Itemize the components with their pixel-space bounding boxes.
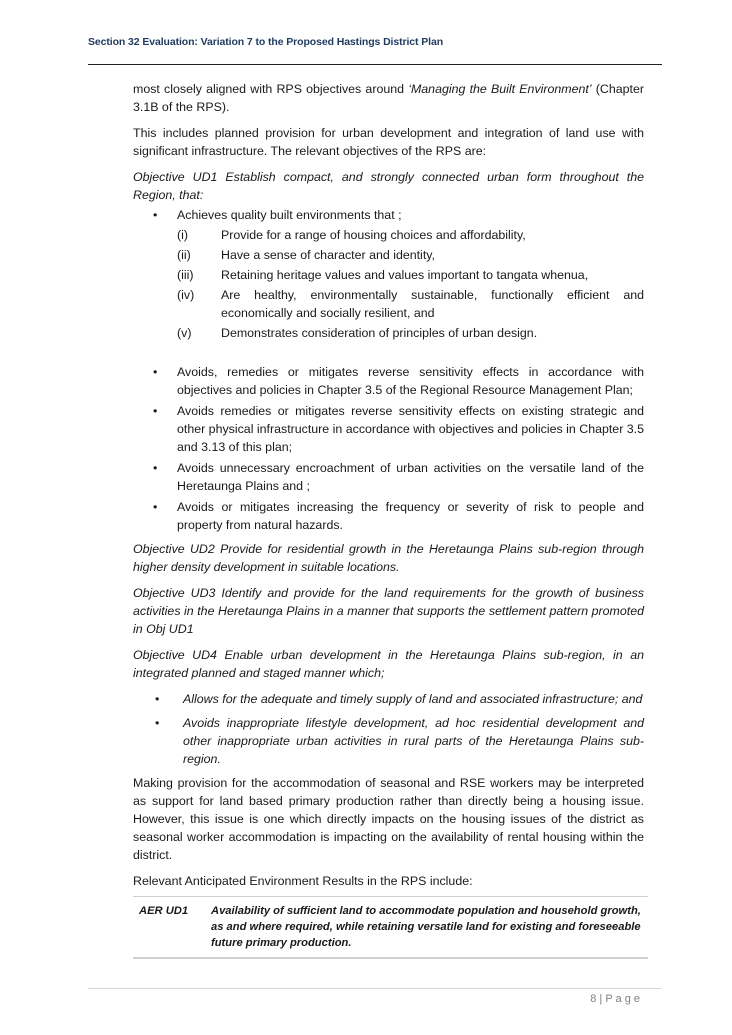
sub-item-text: Have a sense of character and identity,	[221, 248, 435, 262]
aer-code: AER UD1	[139, 905, 189, 917]
bullet-icon: •	[155, 716, 160, 730]
objective-ud3: Objective UD3 Identify and provide for the land requirements for the growth of business activities in the Heretaunga Plains in a manner that supports the settlement pattern promoted in Obj UD1	[133, 586, 644, 636]
sub-list-item	[177, 286, 644, 322]
sub-item-number: (iii)	[177, 268, 194, 282]
list-item	[133, 714, 644, 768]
bullet-icon: •	[155, 692, 160, 706]
sub-item-number: (i)	[177, 228, 189, 242]
page-label: | P a g e	[596, 993, 640, 1005]
objective-ud2: Objective UD2 Provide for residential growth in the Heretaunga Plains sub-region through higher density development in suitable locations.	[133, 542, 644, 574]
sub-list-item	[177, 324, 644, 342]
page-number: 8	[590, 993, 597, 1005]
header-rule	[88, 64, 662, 65]
aer-table-row	[133, 896, 648, 959]
list-item	[133, 206, 644, 360]
aer-text: Availability of sufficient land to accommodate population and household growth, as and where required, while retaining versatile land for existing and foreseeable future primary production.	[211, 905, 641, 949]
paragraph-rps-alignment	[133, 80, 644, 116]
paragraph-text: most closely aligned with RPS objectives around	[133, 82, 409, 96]
ud1-bullet-list	[133, 206, 644, 534]
list-item	[133, 363, 644, 399]
emphasis-text: ‘Managing the Built Environment’	[408, 82, 592, 96]
bullet-icon: •	[153, 500, 158, 514]
sub-item-text: Provide for a range of housing choices and affordability,	[221, 228, 526, 242]
sub-item-text: Demonstrates consideration of principles of urban design.	[221, 326, 538, 340]
bullet-icon: •	[153, 365, 158, 379]
ud4-bullet-list	[133, 690, 644, 768]
sub-list-item	[177, 266, 644, 284]
sub-item-number: (ii)	[177, 248, 191, 262]
objective-ud1: Objective UD1 Establish compact, and strongly connected urban form throughout the Region, that:	[133, 170, 644, 202]
page-footer	[590, 993, 640, 1005]
spacer	[177, 344, 644, 360]
paragraph-planned-provision: This includes planned provision for urban development and integration of land use with significant infrastructure. The relevant objectives of the RPS are:	[133, 126, 644, 158]
list-item-text: Avoids, remedies or mitigates reverse sensitivity effects in accordance with objectives and policies in Chapter 3.5 of the Regional Resource Management Plan;	[177, 365, 644, 397]
list-item-text: Avoids inappropriate lifestyle development, ad hoc residential development and other inappropriate urban activities in rural parts of the Heretaunga Plains sub-region.	[183, 716, 644, 766]
list-item-text: Avoids unnecessary encroachment of urban activities on the versatile land of the Heretaunga Plains and ;	[177, 461, 644, 493]
page-header-title: Section 32 Evaluation: Variation 7 to the Proposed Hastings District Plan	[88, 36, 444, 48]
paragraph-aer-intro: Relevant Anticipated Environment Results in the RPS include:	[133, 874, 473, 888]
bullet-icon: •	[153, 208, 158, 222]
list-item-text: Avoids or mitigates increasing the frequency or severity of risk to people and property from natural hazards.	[177, 500, 644, 532]
sub-item-text: Retaining heritage values and values important to tangata whenua,	[221, 268, 589, 282]
list-item-text: Allows for the adequate and timely supply of land and associated infrastructure; and	[183, 692, 643, 706]
list-item	[133, 690, 644, 708]
bullet-icon: •	[153, 461, 158, 475]
bullet-icon: •	[153, 404, 158, 418]
sub-list	[177, 226, 644, 342]
footer-rule	[88, 988, 662, 989]
list-item	[133, 402, 644, 456]
sub-item-text: Are healthy, environmentally sustainable, functionally efficient and economically and socially resilient, and	[221, 288, 644, 320]
list-item	[133, 498, 644, 534]
list-item	[133, 459, 644, 495]
sub-list-item	[177, 246, 644, 264]
sub-item-number: (iv)	[177, 288, 195, 302]
paragraph-text: (Chapter 3.1B of the RPS).	[133, 82, 645, 114]
list-item-text: Avoids remedies or mitigates reverse sensitivity effects on existing strategic and other physical infrastructure in accordance with objectives and policies in Chapter 3.5 and 3.13 of this plan;	[177, 404, 644, 454]
objective-ud4: Objective UD4 Enable urban development in the Heretaunga Plains sub-region, in an integrated planned and staged manner which;	[133, 648, 644, 680]
paragraph-rse-workers: Making provision for the accommodation of seasonal and RSE workers may be interpreted as support for land based primary production rather than directly being a housing issue. However, this issue is one which directly impacts on the housing issues of the district as seasonal worker accommodation is impacting on the availability of rental housing within the district.	[133, 776, 644, 862]
document-body	[133, 80, 644, 959]
sub-list-item	[177, 226, 644, 244]
sub-item-number: (v)	[177, 326, 192, 340]
list-item-text: Achieves quality built environments that ;	[177, 208, 402, 222]
